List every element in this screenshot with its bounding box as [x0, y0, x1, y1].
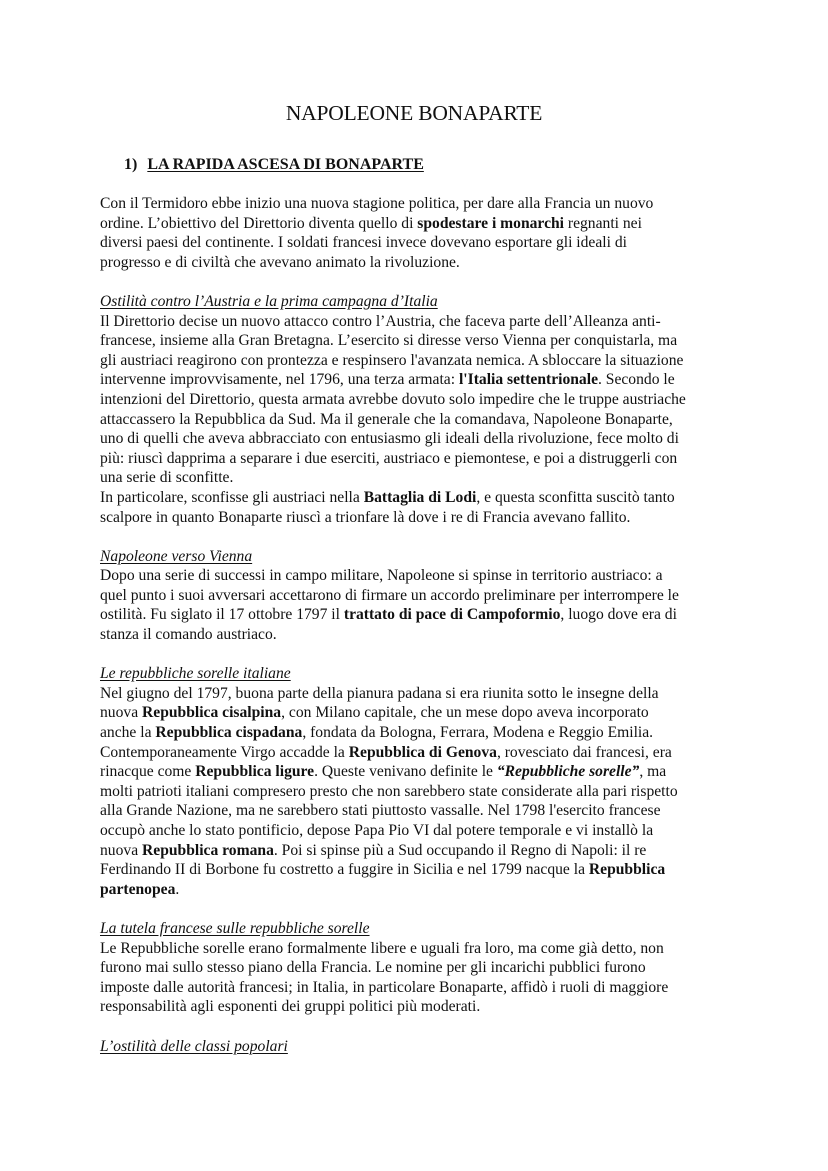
plain-text: Il Direttorio decise un nuovo attacco contro l’Austria, che faceva parte dell’Alleanza anti-	[100, 312, 661, 330]
plain-text: , con Milano capitale, che un mese dopo aveva incorporato	[281, 704, 649, 722]
plain-text: In particolare, sconfisse gli austriaci nella	[100, 488, 364, 506]
document-body	[100, 194, 740, 1076]
subsection-text	[100, 566, 740, 644]
plain-text: molti patrioti italiani compresero presto che non sarebbero state considerate alla pari rispetto	[100, 782, 678, 800]
plain-text: Ferdinando II di Borbone fu costretto a fuggire in Sicilia e nel 1799 nacque la	[100, 861, 589, 879]
plain-text: una serie di sconfitte.	[100, 469, 234, 487]
text-line	[100, 801, 740, 821]
plain-text: intenzioni del Direttorio, questa armata avrebbe dovuto solo impedire che le truppe austriache	[100, 390, 686, 408]
plain-text: nuova	[100, 841, 143, 859]
plain-text: scalpore in quanto Bonaparte riuscì a trionfare là dove i re di Francia avevano fallito.	[100, 508, 631, 526]
plain-text: . Poi si spinse più a Sud occupando il Regno di Napoli: il re	[273, 841, 647, 859]
document-title: NAPOLEONE BONAPARTE	[285, 101, 543, 125]
plain-text: ostilità. Fu siglato il 17 ottobre 1797 il	[100, 606, 344, 624]
text-line	[100, 508, 740, 528]
plain-text: Le Repubbliche sorelle erano formalmente libere e uguali fra loro, ma come già detto, non	[100, 939, 664, 957]
text-line	[100, 586, 740, 606]
plain-text: stanza il comando austriaco.	[100, 626, 277, 644]
text-line	[100, 214, 740, 234]
plain-text: , fondata da Bologna, Ferrara, Modena e Reggio Emilia.	[302, 724, 654, 742]
subsection-title: Napoleone verso Vienna	[100, 547, 253, 565]
emphasis-text: Repubblica cisalpina	[142, 704, 282, 722]
text-line	[100, 743, 740, 763]
text-line	[100, 958, 740, 978]
text-line	[100, 880, 740, 900]
plain-text: imposte dalle autorità francesi; in Italia, in particolare Bonaparte, affidò i ruoli di maggiore	[100, 978, 669, 996]
text-line	[100, 351, 740, 371]
text-line	[100, 939, 740, 959]
text-line	[100, 312, 740, 332]
text-line	[100, 703, 740, 723]
plain-text: , rovesciato dai francesi, era	[496, 743, 672, 761]
text-line	[100, 449, 740, 469]
section-heading	[124, 156, 424, 174]
plain-text: quel punto i suoi avversari accettarono di firmare un accordo preliminare per interrompere le	[100, 586, 679, 604]
plain-text: Nel giugno del 1797, buona parte della pianura padana si era riunita sotto le insegne della	[100, 684, 659, 702]
emphasis-text: trattato di pace di Campoformio	[343, 606, 561, 624]
subsection-text	[100, 684, 740, 900]
plain-text: Dopo una serie di successi in campo militare, Napoleone si spinse in territorio austriaco: a	[100, 567, 663, 585]
plain-text: nuova	[100, 704, 143, 722]
plain-text: anche la	[100, 724, 156, 742]
emphasis-text: Repubblica	[588, 861, 666, 879]
text-line	[100, 253, 740, 273]
subsection-sister-republics	[100, 664, 740, 899]
plain-text: diversi paesi del continente. I soldati francesi invece dovevano esportare gli ideali di	[100, 234, 627, 252]
text-line	[100, 468, 740, 488]
subsection-title: La tutela francese sulle repubbliche sorelle	[100, 919, 370, 937]
subsection-title: Le repubbliche sorelle italiane	[100, 665, 291, 683]
plain-text: . Queste venivano definite le	[314, 763, 497, 781]
plain-text: intervenne improvvisamente, nel 1796, una terza armata:	[100, 371, 459, 389]
subsection-text	[100, 939, 740, 1017]
text-line	[100, 821, 740, 841]
plain-text: uno di quelli che aveva abbracciato con entusiasmo gli ideali della rivoluzione, fece molto di	[100, 430, 679, 448]
emphasis-text: Repubblica di Genova	[348, 743, 497, 761]
plain-text: ordine. L’obiettivo del Direttorio diventa quello di	[100, 214, 418, 232]
emphasis-text: spodestare i monarchi	[417, 214, 564, 232]
emphasis-text: Repubblica ligure	[195, 763, 315, 781]
text-line	[100, 488, 740, 508]
subsection-vienna	[100, 547, 740, 645]
text-line	[100, 233, 740, 253]
subsection-french-tutelage	[100, 919, 740, 1017]
text-line	[100, 684, 740, 704]
text-line	[100, 723, 740, 743]
text-line	[100, 625, 740, 645]
plain-text: rinacque come	[100, 763, 196, 781]
plain-text: . Secondo le	[598, 371, 675, 389]
plain-text: alla Grande Nazione, ma ne sarebbero stati piuttosto vassalle. Nel 1798 l'esercito francese	[100, 802, 661, 820]
plain-text: , ma	[639, 763, 667, 781]
plain-text: , luogo dove era di	[560, 606, 677, 624]
plain-text: , e questa sconfitta suscitò tanto	[476, 488, 675, 506]
emphasis-text: Repubblica cispadana	[155, 724, 303, 742]
text-line	[100, 860, 740, 880]
text-line	[100, 429, 740, 449]
subsection-popular-hostility	[100, 1037, 740, 1057]
plain-text: Con il Termidoro ebbe inizio una nuova stagione politica, per dare alla Francia un nuovo	[100, 195, 654, 212]
plain-text: furono mai sullo stesso piano della Francia. Le nomine per gli incarichi pubblici furono	[100, 959, 646, 977]
emphasis-text: l'Italia settentrionale	[458, 371, 598, 389]
section-number: 1)	[124, 156, 138, 173]
text-line	[100, 390, 740, 410]
plain-text: francese, insieme alla Gran Bretagna. L’esercito si diresse verso Vienna per conquistarla, ma	[100, 332, 678, 350]
subsection-title: L’ostilità delle classi popolari	[100, 1037, 288, 1055]
plain-text: più: riuscì dapprima a separare i due eserciti, austriaco e piemontese, e poi a distruggerli con	[100, 449, 678, 467]
text-line	[100, 997, 740, 1017]
emphasis-text: Battaglia di Lodi	[363, 488, 477, 506]
plain-text: Contemporaneamente Virgo accadde la	[100, 743, 349, 761]
plain-text: attaccassero la Repubblica da Sud. Ma il generale che la comandava, Napoleone Bonaparte,	[100, 410, 673, 428]
intro-paragraph	[100, 194, 740, 272]
text-line	[100, 782, 740, 802]
emphasis-text: “Repubbliche sorelle”	[496, 763, 640, 781]
text-line	[100, 605, 740, 625]
section-heading-text: LA RAPIDA ASCESA DI BONAPARTE	[147, 156, 424, 173]
text-line	[100, 410, 740, 430]
plain-text: occupò anche lo stato pontificio, depose Papa Pio VI dal potere temporale e vi installò la	[100, 822, 654, 839]
plain-text: .	[175, 880, 180, 898]
subsection-title: Ostilità contro l’Austria e la prima campagna d’Italia	[100, 292, 438, 310]
subsection-austria	[100, 292, 740, 527]
text-line	[100, 762, 740, 782]
text-line	[100, 331, 740, 351]
emphasis-text: Repubblica romana	[142, 841, 274, 859]
text-line	[100, 566, 740, 586]
text-line	[100, 841, 740, 861]
plain-text: progresso e di civiltà che avevano animato la rivoluzione.	[100, 253, 460, 271]
plain-text: responsabilità agli esponenti dei gruppi politici più moderati.	[100, 998, 481, 1016]
text-line	[100, 370, 740, 390]
text-line	[100, 978, 740, 998]
plain-text: gli austriaci reagirono con prontezza e respinsero l'avanzata nemica. A sbloccare la situazione	[100, 351, 684, 369]
plain-text: regnanti nei	[564, 214, 642, 232]
text-line	[100, 194, 740, 214]
subsection-text	[100, 312, 740, 528]
emphasis-text: partenopea	[100, 880, 176, 898]
